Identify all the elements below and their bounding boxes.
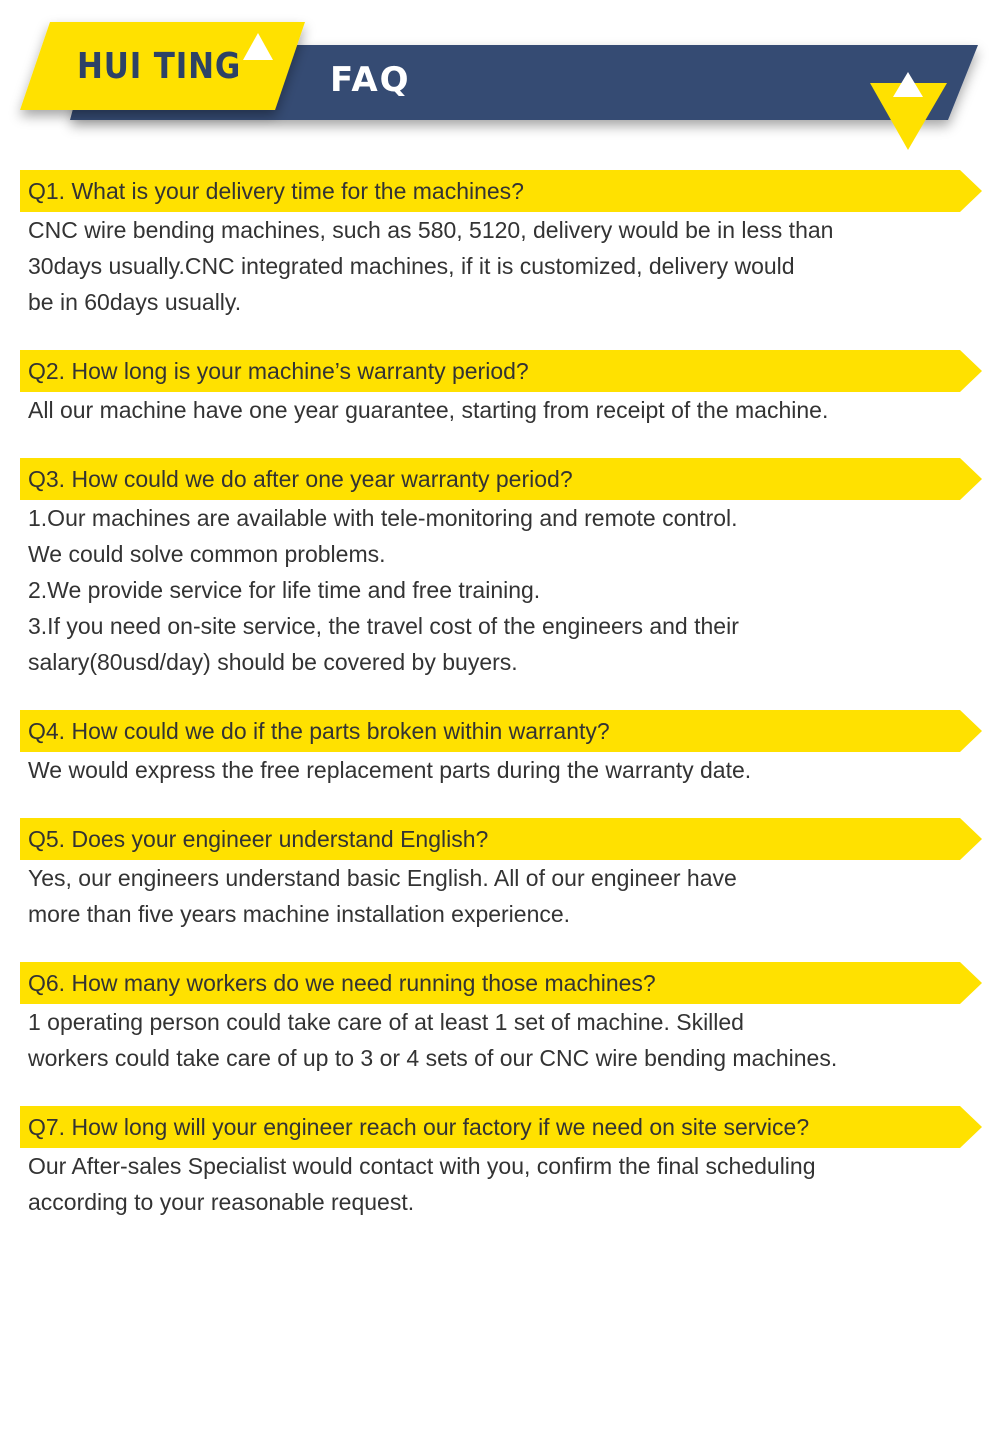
faq-item [0, 350, 1000, 428]
answer-line: All our machine have one year guarantee, starting from receipt of the machine. [28, 397, 829, 423]
question-bar [20, 170, 960, 212]
answer-line: CNC wire bending machines, such as 580, 5120, delivery would be in less than [28, 217, 834, 243]
question-text: Q2. How long is your machine’s warranty period? [28, 358, 529, 384]
faq-item [0, 458, 1000, 680]
question-bar [20, 962, 960, 1004]
faq-item [0, 1106, 1000, 1220]
answer-line: be in 60days usually. [28, 289, 242, 315]
answer-line: more than five years machine installation experience. [28, 901, 571, 927]
answer-text [0, 752, 960, 788]
answer-line: 1.Our machines are available with tele-monitoring and remote control. [28, 505, 738, 531]
question-bar [20, 710, 960, 752]
answer-line: We would express the free replacement parts during the warranty date. [28, 757, 752, 783]
answer-line: salary(80usd/day) should be covered by buyers. [28, 649, 518, 675]
faq-item [0, 710, 1000, 788]
question-text: Q5. Does your engineer understand English? [28, 826, 489, 852]
question-text: Q6. How many workers do we need running those machines? [28, 970, 656, 996]
answer-line: 30days usually.CNC integrated machines, if it is customized, delivery would [28, 253, 795, 279]
answer-line: workers could take care of up to 3 or 4 sets of our CNC wire bending machines. [28, 1045, 838, 1071]
answer-line: according to your reasonable request. [28, 1189, 415, 1215]
answer-line: Yes, our engineers understand basic English. All of our engineer have [28, 865, 737, 891]
brand-name: HUI TING [77, 46, 242, 87]
question-text: Q7. How long will your engineer reach our factory if we need on site service? [28, 1114, 810, 1140]
page-title: FAQ [330, 60, 411, 100]
question-text: Q4. How could we do if the parts broken within warranty? [28, 718, 610, 744]
question-text: Q1. What is your delivery time for the machines? [28, 178, 524, 204]
answer-text [0, 212, 960, 320]
question-text: Q3. How could we do after one year warranty period? [28, 466, 573, 492]
answer-text [0, 860, 960, 932]
answer-line: 3.If you need on-site service, the travel cost of the engineers and their [28, 613, 739, 639]
answer-line: Our After-sales Specialist would contact with you, confirm the final scheduling [28, 1153, 816, 1179]
question-bar [20, 350, 960, 392]
faq-item [0, 170, 1000, 320]
question-bar [20, 458, 960, 500]
answer-line: We could solve common problems. [28, 541, 386, 567]
answer-text [0, 392, 960, 428]
answer-text [0, 1004, 960, 1076]
faq-item [0, 818, 1000, 932]
question-bar [20, 818, 960, 860]
answer-line: 2.We provide service for life time and free training. [28, 577, 541, 603]
answer-text [0, 500, 960, 680]
question-bar [20, 1106, 960, 1148]
faq-header-banner [0, 0, 1000, 160]
faq-item [0, 962, 1000, 1076]
answer-text [0, 1148, 960, 1220]
answer-line: 1 operating person could take care of at least 1 set of machine. Skilled [28, 1009, 744, 1035]
